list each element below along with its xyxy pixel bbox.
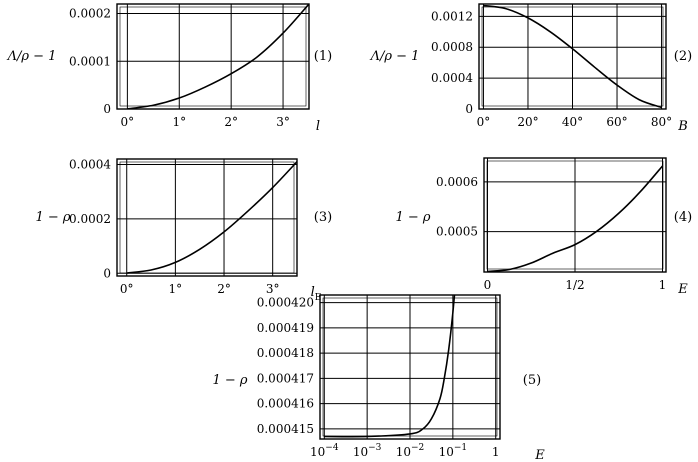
y-axis-label: 1 − ρ <box>35 210 71 225</box>
y-axis-label: 1 − ρ <box>212 373 248 388</box>
x-tick-label: $10^{-4}$ <box>310 443 339 459</box>
y-axis-label: 1 − ρ <box>395 210 431 225</box>
y-tick-label: 0.0012 <box>431 9 473 24</box>
y-tick-label: 0.0008 <box>431 40 473 55</box>
y-tick-label: 0.000420 <box>256 295 314 310</box>
x-tick-label: $10^{-2}$ <box>395 443 425 459</box>
y-tick-label: 0.0001 <box>69 54 111 69</box>
x-tick-label: 1/2 <box>565 278 585 292</box>
y-tick-label: 0.000418 <box>256 346 314 361</box>
x-axis-label: $l_E$ <box>310 285 322 303</box>
plot-frame <box>117 4 309 109</box>
x-tick-label: 40° <box>561 115 584 129</box>
x-tick-exponent: −2 <box>411 443 425 453</box>
y-tick-label: 0.0006 <box>436 174 478 189</box>
x-tick-label: 1 <box>491 445 500 459</box>
x-tick-label: 3° <box>265 282 280 296</box>
y-tick-label: 0.000417 <box>256 371 314 386</box>
x-tick-label: 2° <box>224 115 238 129</box>
y-axis-label: Λ/ρ − 1 <box>7 49 57 64</box>
series-line <box>127 162 297 273</box>
x-tick-label: 3° <box>276 115 290 129</box>
x-tick-label: 1 <box>658 278 667 292</box>
y-tick-label: 0.000416 <box>256 396 314 411</box>
chart-p5 <box>212 265 545 462</box>
plot-number: (1) <box>313 49 333 64</box>
y-tick-label: 0.000419 <box>256 320 314 335</box>
y-tick-label: 0.0002 <box>69 6 111 21</box>
y-axis-label: Λ/ρ − 1 <box>370 49 420 64</box>
plot-number: (3) <box>313 210 333 225</box>
x-tick-label: 0° <box>119 282 134 296</box>
x-axis-label: E <box>678 282 688 297</box>
x-tick-label: 0° <box>476 115 491 129</box>
y-tick-label: 0 <box>465 102 473 116</box>
plot-inner-frame <box>120 162 294 273</box>
plot-number: (4) <box>673 210 693 225</box>
x-tick-label: $10^{-3}$ <box>352 443 382 459</box>
x-tick-label: 0° <box>120 115 135 129</box>
x-tick-label: 80° <box>650 115 673 129</box>
y-tick-label: 0.0004 <box>69 157 111 172</box>
x-tick-label: $10^{-1}$ <box>438 443 468 459</box>
x-axis-label-subscript: E <box>314 293 322 303</box>
chart-p3 <box>35 157 332 303</box>
x-tick-label: 0 <box>483 278 492 292</box>
y-tick-label: 0.000415 <box>256 421 314 436</box>
x-tick-label: 2° <box>217 282 231 296</box>
plot-number: (2) <box>673 49 693 64</box>
plot-inner-frame <box>120 7 306 106</box>
x-axis-label: B <box>678 119 688 134</box>
chart-p2 <box>370 4 693 134</box>
x-tick-exponent: −1 <box>453 443 468 453</box>
y-tick-label: 0 <box>103 266 111 281</box>
x-tick-label: 20° <box>517 115 539 129</box>
x-axis-label: E <box>535 448 545 462</box>
x-tick-exponent: −4 <box>325 443 339 453</box>
plot-frame <box>117 159 297 276</box>
y-tick-label: 0.0004 <box>431 71 473 86</box>
chart-p4 <box>395 158 692 297</box>
x-tick-label: 1° <box>172 115 187 129</box>
x-tick-label: 1° <box>168 282 183 296</box>
y-tick-label: 0.0005 <box>436 224 478 239</box>
y-tick-label: 0 <box>103 102 111 116</box>
plot-number: (5) <box>522 373 542 388</box>
series-line <box>127 4 309 109</box>
chart-p1 <box>7 4 333 134</box>
y-tick-label: 0.0002 <box>69 211 111 226</box>
x-tick-exponent: −3 <box>368 443 382 453</box>
x-tick-label: 60° <box>606 115 628 129</box>
x-axis-label: l <box>315 119 321 134</box>
series-line <box>324 265 457 437</box>
